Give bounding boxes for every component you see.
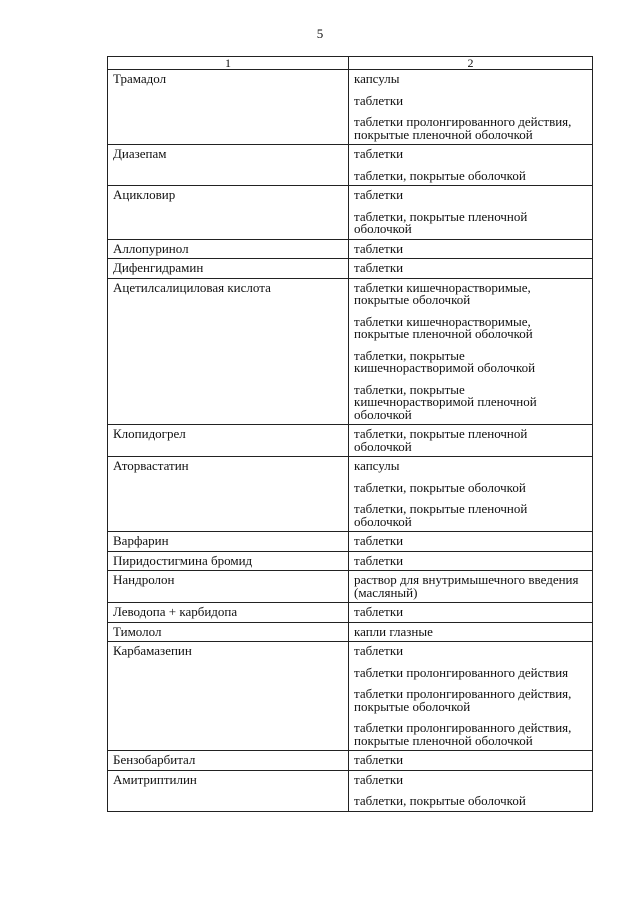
table-row xyxy=(108,70,593,145)
dosage-forms-cell xyxy=(349,278,593,425)
dosage-form: таблетки пролонгированного действия, покрытые пленочной оболочкой xyxy=(354,114,572,142)
dosage-form: таблетки xyxy=(354,552,404,568)
drug-name: Ацетилсалициловая кислота xyxy=(113,279,271,295)
drug-name-cell xyxy=(108,278,349,425)
dosage-forms-cell xyxy=(349,642,593,751)
dosage-form: таблетки, покрытые оболочкой xyxy=(354,479,526,495)
drug-name: Пиридостигмина бромид xyxy=(113,552,253,568)
dosage-form: таблетки пролонгированного действия, покрытые пленочной оболочкой xyxy=(354,720,572,748)
drug-name-cell xyxy=(108,751,349,771)
table-row xyxy=(108,642,593,751)
drug-name-cell xyxy=(108,70,349,145)
dosage-form: таблетки пролонгированного действия xyxy=(354,664,569,680)
dosage-form: капсулы xyxy=(354,71,400,86)
drug-name: Диазепам xyxy=(113,146,167,161)
dosage-forms-cell xyxy=(349,532,593,552)
dosage-form: таблетки xyxy=(354,752,404,767)
dosage-form: таблетки xyxy=(354,260,404,275)
table-row xyxy=(108,186,593,240)
drug-name: Карбамазепин xyxy=(113,643,192,658)
dosage-forms-cell xyxy=(349,770,593,811)
drug-name-cell xyxy=(108,642,349,751)
column-header-1: 1 xyxy=(108,57,349,70)
table-row xyxy=(108,239,593,259)
dosage-form: таблетки xyxy=(354,533,404,548)
drug-name: Клопидогрел xyxy=(113,426,186,441)
drug-name-cell xyxy=(108,571,349,603)
dosage-form: таблетки, покрытые пленочной оболочкой xyxy=(354,501,528,529)
drug-name-cell xyxy=(108,603,349,623)
dosage-form: таблетки пролонгированного действия, покрытые оболочкой xyxy=(354,686,572,714)
dosage-form: таблетки xyxy=(354,187,404,202)
dosage-forms-cell xyxy=(349,239,593,259)
drug-name-cell xyxy=(108,239,349,259)
dosage-form: таблетки, покрытые кишечнорастворимой оболочкой xyxy=(354,347,536,375)
dosage-forms-cell xyxy=(349,259,593,279)
table-row xyxy=(108,551,593,571)
medication-table xyxy=(107,56,593,812)
drug-name: Аллопуринол xyxy=(113,240,189,256)
dosage-form: таблетки xyxy=(354,92,404,108)
dosage-forms-cell xyxy=(349,603,593,623)
dosage-form: таблетки xyxy=(354,146,404,161)
drug-name-cell xyxy=(108,145,349,186)
drug-name: Амитриптилин xyxy=(113,771,197,787)
table-row xyxy=(108,622,593,642)
drug-name-cell xyxy=(108,457,349,532)
table-row xyxy=(108,532,593,552)
table-row xyxy=(108,278,593,425)
dosage-form: таблетки, покрытые оболочкой xyxy=(354,793,526,808)
drug-name: Ацикловир xyxy=(113,187,176,202)
dosage-form: таблетки xyxy=(354,604,404,619)
dosage-forms-cell xyxy=(349,425,593,457)
dosage-form: таблетки xyxy=(354,771,404,787)
drug-name: Леводопа + карбидопа xyxy=(113,604,238,619)
dosage-forms-cell xyxy=(349,551,593,571)
drug-name-cell xyxy=(108,532,349,552)
dosage-forms-cell xyxy=(349,751,593,771)
dosage-forms-cell xyxy=(349,571,593,603)
drug-name: Трамадол xyxy=(113,71,167,86)
drug-name: Бензобарбитал xyxy=(113,752,196,767)
drug-name-cell xyxy=(108,259,349,279)
drug-name: Дифенгидрамин xyxy=(113,260,204,275)
drug-name-cell xyxy=(108,622,349,642)
table-row xyxy=(108,751,593,771)
dosage-form: капсулы xyxy=(354,458,400,473)
drug-name: Нандролон xyxy=(113,572,175,587)
drug-name-cell xyxy=(108,186,349,240)
dosage-form: таблетки, покрытые оболочкой xyxy=(354,167,526,183)
dosage-form: таблетки, покрытые кишечнорастворимой пленочной оболочкой xyxy=(354,381,537,422)
dosage-form: капли глазные xyxy=(354,623,433,639)
dosage-form: таблетки, покрытые пленочной оболочкой xyxy=(354,426,528,454)
table-header-row xyxy=(108,57,593,70)
table-row xyxy=(108,425,593,457)
drug-name: Аторвастатин xyxy=(113,458,189,473)
dosage-forms-cell xyxy=(349,622,593,642)
table-row xyxy=(108,457,593,532)
table-row xyxy=(108,571,593,603)
dosage-form: раствор для внутримышечного введения (масляный) xyxy=(354,572,579,600)
dosage-form: таблетки xyxy=(354,643,404,658)
table-row xyxy=(108,259,593,279)
dosage-form: таблетки кишечнорастворимые, покрытые пленочной оболочкой xyxy=(354,313,533,341)
dosage-forms-cell xyxy=(349,70,593,145)
dosage-form: таблетки кишечнорастворимые, покрытые оболочкой xyxy=(354,279,531,307)
column-header-2: 2 xyxy=(349,57,593,70)
page-number: 5 xyxy=(316,26,324,41)
table-row xyxy=(108,603,593,623)
dosage-forms-cell xyxy=(349,186,593,240)
dosage-forms-cell xyxy=(349,457,593,532)
table-row xyxy=(108,770,593,811)
dosage-forms-cell xyxy=(349,145,593,186)
drug-name-cell xyxy=(108,551,349,571)
dosage-form: таблетки, покрытые пленочной оболочкой xyxy=(354,208,528,236)
drug-name-cell xyxy=(108,770,349,811)
dosage-form: таблетки xyxy=(354,240,404,256)
drug-name: Варфарин xyxy=(113,533,169,548)
drug-name-cell xyxy=(108,425,349,457)
drug-name: Тимолол xyxy=(113,623,162,639)
table-row xyxy=(108,145,593,186)
